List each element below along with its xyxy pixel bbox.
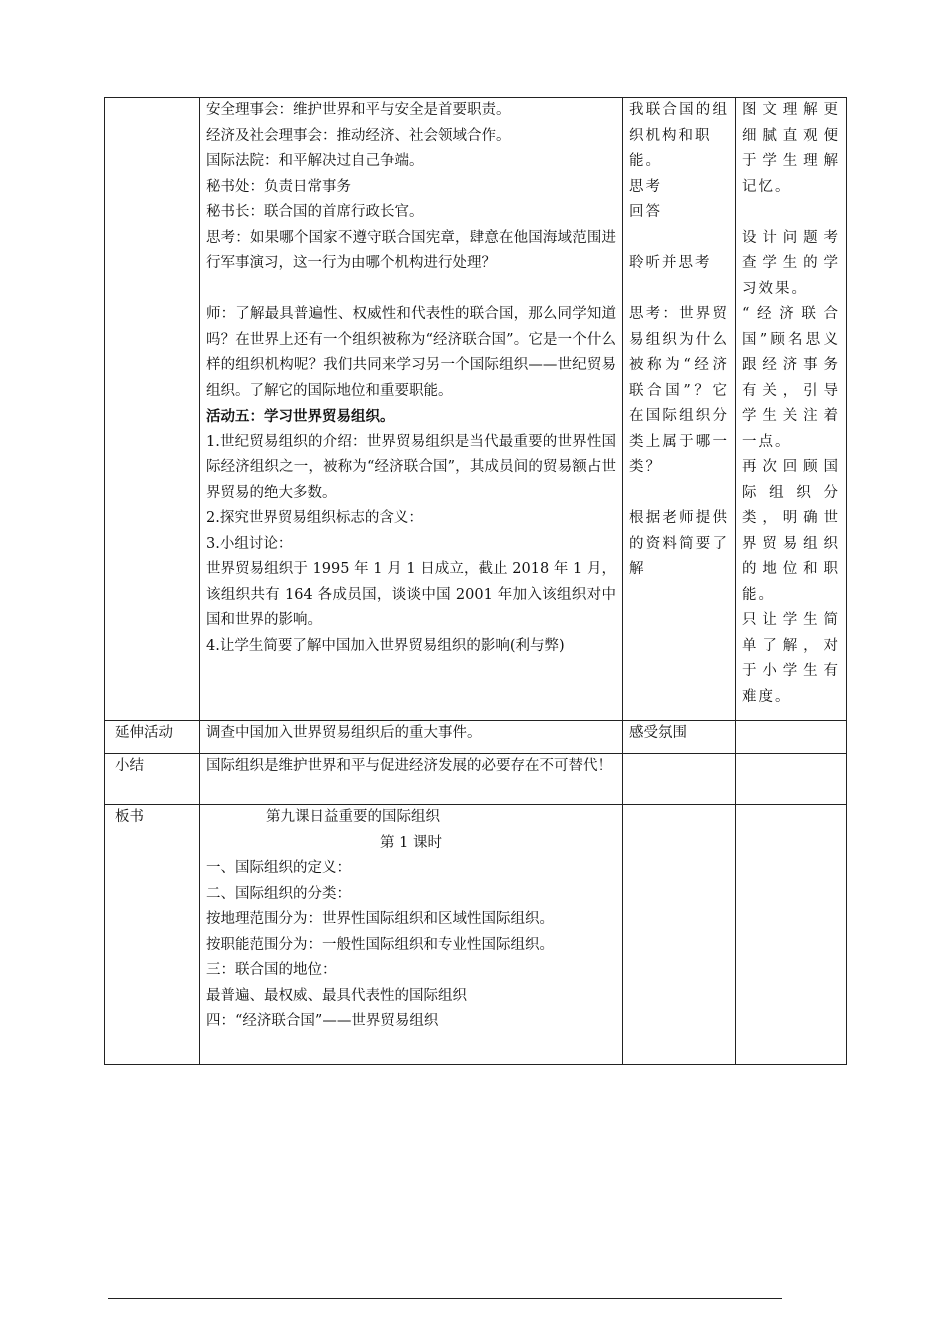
main-label-cell xyxy=(105,98,200,721)
item-4: 4.让学生简要了解中国加入世界贸易组织的影响(利与弊) xyxy=(206,637,565,654)
student-text: 聆听并思考 xyxy=(629,255,712,271)
item-3: 3.小组讨论： xyxy=(206,535,293,552)
intent-text: 只让学生简单了解，对于小学生有难度。 xyxy=(742,612,840,705)
board-line: 一、国际组织的定义： xyxy=(206,860,351,876)
board-intent xyxy=(736,805,847,1065)
extension-intent xyxy=(736,721,847,754)
board-line: 四：“经济联合国”——世界贸易组织 xyxy=(206,1013,439,1029)
activity-heading: 活动五：学习世界贸易组织。 xyxy=(206,408,395,425)
board-content xyxy=(200,805,623,1065)
board-row xyxy=(105,805,847,1065)
intent-text: “经济联合国”顾名思义跟经济事务有关，引导学生关注着一点。 xyxy=(742,306,840,450)
board-line: 二、国际组织的分类： xyxy=(206,885,351,902)
content-line: 安全理事会：维护世界和平与安全是首要职责。 xyxy=(206,102,511,118)
board-title: 第九课日益重要的国际组织 xyxy=(266,809,440,825)
summary-intent xyxy=(736,754,847,805)
content-line: 秘书长：联合国的首席行政长官。 xyxy=(206,204,424,220)
student-text: 思考：世界贸易组织为什么被称为“经济联合国”？它在国际组织分类上属于哪一类？ xyxy=(629,306,729,475)
intent-text: 图文理解更细腻直观便于学生理解记忆。 xyxy=(742,102,840,195)
board-label: 板书 xyxy=(105,805,200,1065)
summary-student xyxy=(623,754,736,805)
board-line: 按地理范围分为：世界性国际组织和区域性国际组织。 xyxy=(206,911,554,927)
board-line: 按职能范围分为：一般性国际组织和专业性国际组织。 xyxy=(206,936,554,953)
content-line: 经济及社会理事会：推动经济、社会领域合作。 xyxy=(206,127,511,144)
intent-text: 再次回顾国际组织分类，明确世界贸易组织的地位和职能。 xyxy=(742,459,840,603)
footer-divider xyxy=(108,1298,782,1299)
item-1: 1.世纪贸易组织的介绍：世界贸易组织是当代最重要的世界性国际经济组织之一，被称为“经济联合国”，其成员间的贸易额占世界贸易的绝大多数。 xyxy=(206,433,616,501)
extension-label: 延伸活动 xyxy=(105,721,200,754)
intent-text: 设计问题考查学生的学习效果。 xyxy=(742,229,840,297)
student-text: 根据老师提供的资料简要了解 xyxy=(629,510,729,577)
student-activity-cell xyxy=(623,98,736,721)
board-line: 三：联合国的地位： xyxy=(206,962,337,978)
main-content-cell xyxy=(200,98,623,721)
extension-content: 调查中国加入世界贸易组织后的重大事件。 xyxy=(200,721,623,754)
student-text: 能。 xyxy=(629,153,662,169)
teacher-speech: 师：了解最具普遍性、权威性和代表性的联合国，那么同学知道吗？在世界上还有一个组织被称为“经济联合国”。它是一个什么样的组织机构呢？我们共同来学习另一个国际组织——世纪贸易组织。了解它的国际地位和重要职能。 xyxy=(206,306,616,399)
summary-content: 国际组织是维护世界和平与促进经济发展的必要存在不可替代！ xyxy=(200,754,623,805)
extension-row xyxy=(105,721,847,754)
extension-student: 感受氛围 xyxy=(623,721,736,754)
student-text: 我联合国的组织机构和职 xyxy=(629,102,729,144)
design-intent-cell xyxy=(736,98,847,721)
item-3-text: 世界贸易组织于 1995 年 1 月 1 日成立，截止 2018 年 1 月，该组织共有 164 各成员国，谈谈中国 2001 年加入该组织对中国和世界的影响。 xyxy=(206,561,616,628)
lesson-plan-table xyxy=(104,97,847,1065)
student-text: 思考 xyxy=(629,178,662,195)
student-text: 回答 xyxy=(629,204,662,220)
board-line: 最普遍、最权威、最具代表性的国际组织 xyxy=(206,987,467,1004)
main-row xyxy=(105,98,847,721)
summary-label: 小结 xyxy=(105,754,200,805)
board-student xyxy=(623,805,736,1065)
content-line: 国际法院：和平解决过自己争端。 xyxy=(206,153,424,169)
think-question: 思考：如果哪个国家不遵守联合国宪章，肆意在他国海域范围进行军事演习，这一行为由哪个机构进行处理？ xyxy=(206,229,616,271)
item-2: 2.探究世界贸易组织标志的含义： xyxy=(206,510,423,526)
board-subtitle: 第 1 课时 xyxy=(380,834,442,851)
content-line: 秘书处：负责日常事务 xyxy=(206,178,351,195)
summary-row xyxy=(105,754,847,805)
